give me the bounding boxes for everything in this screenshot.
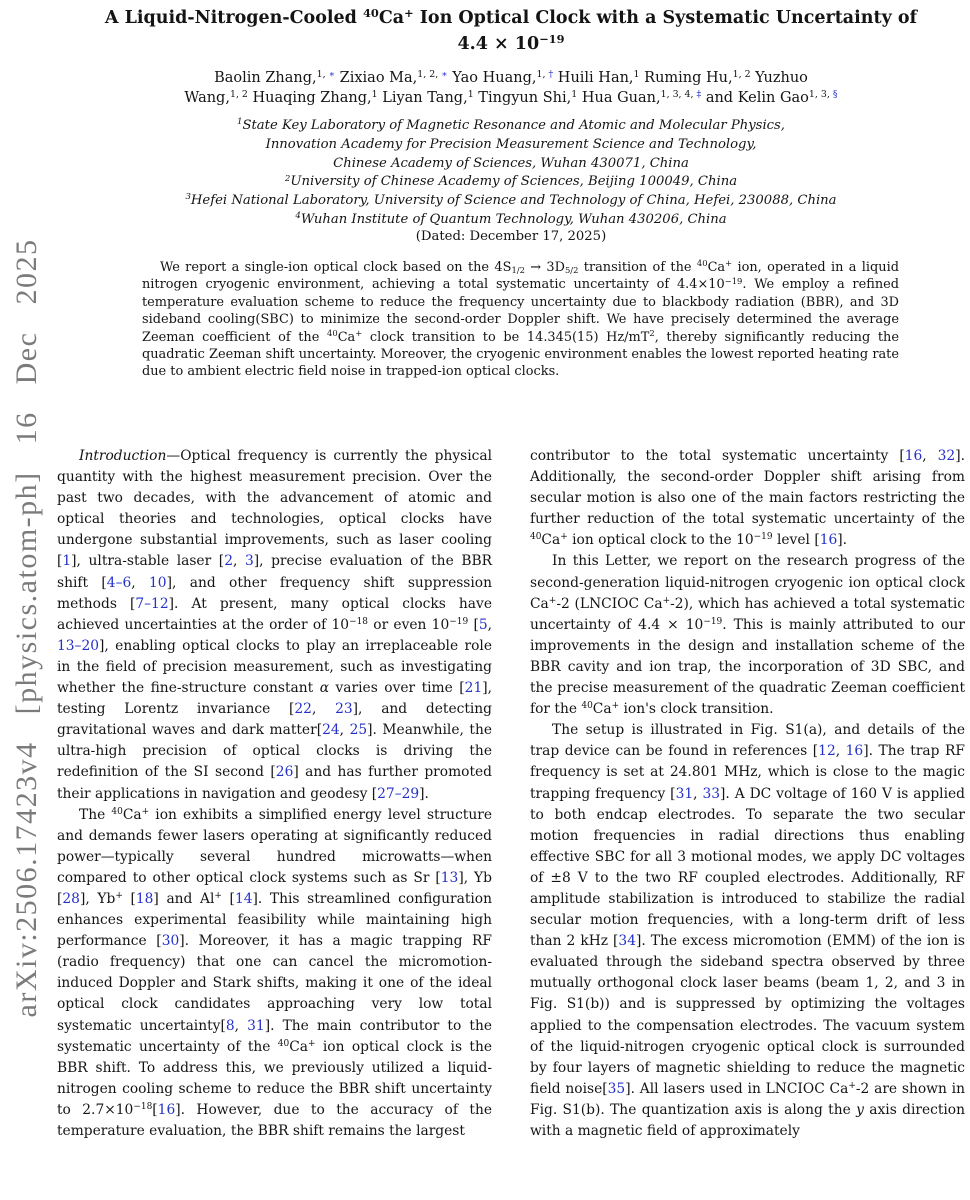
right-column [530,446,965,1142]
abstract: We report a single-ion optical clock based on the 4S1/2 → 3D5/2 transition of the $^{40}$Ca+ ion, operated in a liquid nitrogen cryogenic environment, achieving a total systematic uncertainty of $4.4\times 10^{-19}$. We employ a refined temperature evaluation scheme to reduce the frequency uncertainty due to blackbody radiation (BBR), and 3D sideband cooling(SBC) to minimize the second-order Doppler shift. We have precisely determined the average Zeeman coefficient of the $^{40}$Ca+ clock transition to be 14.345(15) $Hz/mT^2$, thereby significantly reducing the quadratic Zeeman shift uncertainty. Moreover, the cryogenic environment enables the lowest reported heating rate due to ambient electric field noise in trapped-ion optical clocks. [142,258,899,380]
affiliation-1c: Chinese Academy of Sciences, Wuhan 430071, China [333,155,689,171]
citation-link[interactable]: 2 [224,553,233,570]
affiliation-1: $^1$State Key Laboratory of Magnetic Resonance and Atomic and Molecular Physics, [236,117,786,133]
paragraph-in-this-letter: In this Letter, we report on the research progress of the second-generation liquid-nitrogen cryogenic ion optical clock Ca+-2 (LNCIOC Ca+-2), which has achieved a total systematic uncertainty of $4.4 \times 10^{-19}$. This is mainly attributed to our improvements in the design and installation scheme of the BBR cavity and ion trap, the incorporation of 3D SBC, and the precise measurement of the quadratic Zeeman coefficient for the $^{40}$Ca+ ion's clock transition. [530,553,965,718]
citation-link[interactable]: 1 [62,553,72,570]
author-footnote-link[interactable]: † [548,68,554,80]
citation-link[interactable]: 16 [904,448,923,464]
citation-link[interactable]: 32 [937,448,956,464]
paragraph-uncertainty-continuation: contributor to the total systematic uncertainty [16, 32]. Additionally, the second-order Doppler shift arising from secular motion is also one of the main factors restricting the further reduction of the total systematic uncertainty of the $^{40}$Ca+ ion optical clock to the $10^{-19}$ level [16]. [530,448,965,549]
paragraph-setup: The setup is illustrated in Fig. S1(a), and details of the trap device can be found in references [12, 16]. The trap RF frequency is set at 24.801 MHz, which is close to the magic trapping frequency [31, 33]. A DC voltage of 160 V is applied to both endcap electrodes. To separate the two secular motion frequencies in radial directions thus enabling effective SBC for all 3 motional modes, we apply DC voltages of ±8 V to the two RF coupled electrodes. Additionally, RF amplitude stabilization is introduced to stabilize the radial secular motion frequencies, with a long-term drift of less than 2 kHz [34]. The excess micromotion (EMM) of the ion is evaluated through the sideband spectra observed by three mutually orthogonal clock laser beams (beam 1, 2, and 3 in Fig. S1(b)) and is suppressed by optimizing the voltages applied to the compensation electrodes. The vacuum system of the liquid-nitrogen cryogenic optical clock is surrounded by four layers of magnetic shielding to reduce the magnetic field noise[35]. All lasers used in LNCIOC Ca+-2 are shown in Fig. S1(b). The quantization axis is along the y axis direction with a magnetic field of approximately [530,722,965,1139]
citation-link[interactable]: 22 [294,701,312,718]
citation-link[interactable]: 33 [702,785,721,802]
affiliation-4: $^4$Wuhan Institute of Quantum Technology, Wuhan 430206, China [295,211,727,227]
author-list-line2: Wang,$^{1, 2}$ Huaqing Zhang,$^1$ Liyan Tang,$^1$ Tingyun Shi,$^1$ Hua Guan,$^{1, 3, 4,}$ ‡ and Kelin Gao$^{1, 3,}$ § [184,88,838,106]
paragraph-ca-ion-overview: The $^{40}$Ca+ ion exhibits a simplified energy level structure and demands fewer lasers operating at significantly reduced power—typically several hundred microwatts—when compared to other optical clock systems such as Sr [13], Yb [28], Yb+ [18] and Al+ [14]. This streamlined configuration enhances experimental feasibility while maintaining high performance [30]. Moreover, it has a magic trapping RF (radio frequency) that one can cancel the micromotion-induced Doppler and Stark shifts, making it one of the ideal optical clock candidates approaching very low total systematic uncertainty[8, 31]. The main contributor to the systematic uncertainty of the $^{40}$Ca+ ion optical clock is the BBR shift. To address this, we previously utilized a liquid-nitrogen cooling scheme to reduce the BBR shift uncertainty to $2.7\times 10^{-18}[16]$. However, due to the accuracy of the temperature evaluation, the BBR shift remains the largest [57,806,493,1139]
citation-link[interactable]: 23 [335,701,353,718]
arxiv-watermark: arXiv:2506.17423v4 [physics.atom-ph] 16 Dec 2025 [10,238,43,1018]
citation-link[interactable]: 26 [275,764,294,781]
citation-link[interactable]: 16 [819,532,838,549]
left-column [57,446,492,1142]
citation-link[interactable]: 24 [322,722,340,739]
affiliation-1b: Innovation Academy for Precision Measurement Science and Technology, [265,136,757,152]
paper-title-line2: $4.4 \times 10^{-19}$ [457,31,565,54]
paragraph-introduction: Introduction—Optical frequency is currently the physical quantity with the highest measurement precision. Over the past two decades, with the advancement of atomic and optical theories and technologies, optical clocks have undergone substantial improvements, such as laser cooling [1], ultra-stable laser [2, 3], precise evaluation of the BBR shift [4–6, 10], and other frequency shift suppression methods [7–12]. At present, many optical clocks have achieved uncertainties at the order of $10^{-18}$ or even $10^{-19}$ [5, 13–20], enabling optical clocks to play an irreplaceable role in the field of precision measurement, such as investigating whether the fine-structure constant α varies over time [21], testing Lorentz invariance [22, 23], and detecting gravitational waves and dark matter[24, 25]. Meanwhile, the ultra-high precision of optical clocks is driving the redefinition of the SI second [26] and has further promoted their applications in navigation and geodesy [27–29]. [57,448,493,802]
citation-link[interactable]: 21 [464,680,483,697]
citation-link[interactable]: 16 [157,1101,176,1118]
citation-link[interactable]: 31 [247,1017,265,1034]
author-footnote-link[interactable]: ‡ [696,88,702,100]
citation-link[interactable]: 35 [607,1080,626,1097]
affiliation-3: $^3$Hefei National Laboratory, University of Science and Technology of China, Hefei, 230088, China [185,192,837,209]
paper-title-line1: A Liquid-Nitrogen-Cooled $^{40}$Ca+ Ion Optical Clock with a Systematic Uncertainty of [104,5,918,28]
citation-link[interactable]: 25 [349,722,368,739]
citation-link[interactable]: 12 [818,743,836,760]
citation-link[interactable]: 30 [161,933,180,950]
citation-link[interactable]: 5 [478,616,488,633]
affiliation-2: $^2$University of Chinese Academy of Sciences, Beijing 100049, China [284,173,738,190]
citation-link[interactable]: 13 [440,869,459,886]
citation-link[interactable]: 10 [149,574,167,591]
citation-link[interactable]: 3 [244,553,254,570]
citation-link[interactable]: 4–6 [106,574,132,591]
citation-link[interactable]: 13–20 [57,637,100,654]
citation-link[interactable]: 16 [845,743,864,760]
citation-link[interactable]: 7–12 [135,595,169,612]
citation-link[interactable]: 31 [675,785,694,802]
citation-link[interactable]: 28 [62,890,80,907]
citation-link[interactable]: 34 [618,933,636,950]
citation-link[interactable]: 18 [135,890,154,907]
citation-link[interactable]: 8 [225,1017,235,1034]
author-footnote-link[interactable]: ∗ [328,68,336,80]
dated-line: (Dated: December 17, 2025) [415,229,607,244]
author-list-line1: Baolin Zhang,$^{1,}$ ∗ Zixiao Ma,$^{1, 2,}$ ∗ Yao Huang,$^{1,}$ † Huili Han,$^1$ Ruming Hu,$^{1, 2}$ Yuzhuo [214,68,808,86]
citation-link[interactable]: 14 [234,890,253,907]
author-footnote-link[interactable]: § [832,88,838,100]
citation-link[interactable]: 27–29 [377,785,420,802]
two-column-body [57,446,965,1142]
author-footnote-link[interactable]: ∗ [441,68,448,80]
affiliations [57,117,965,230]
